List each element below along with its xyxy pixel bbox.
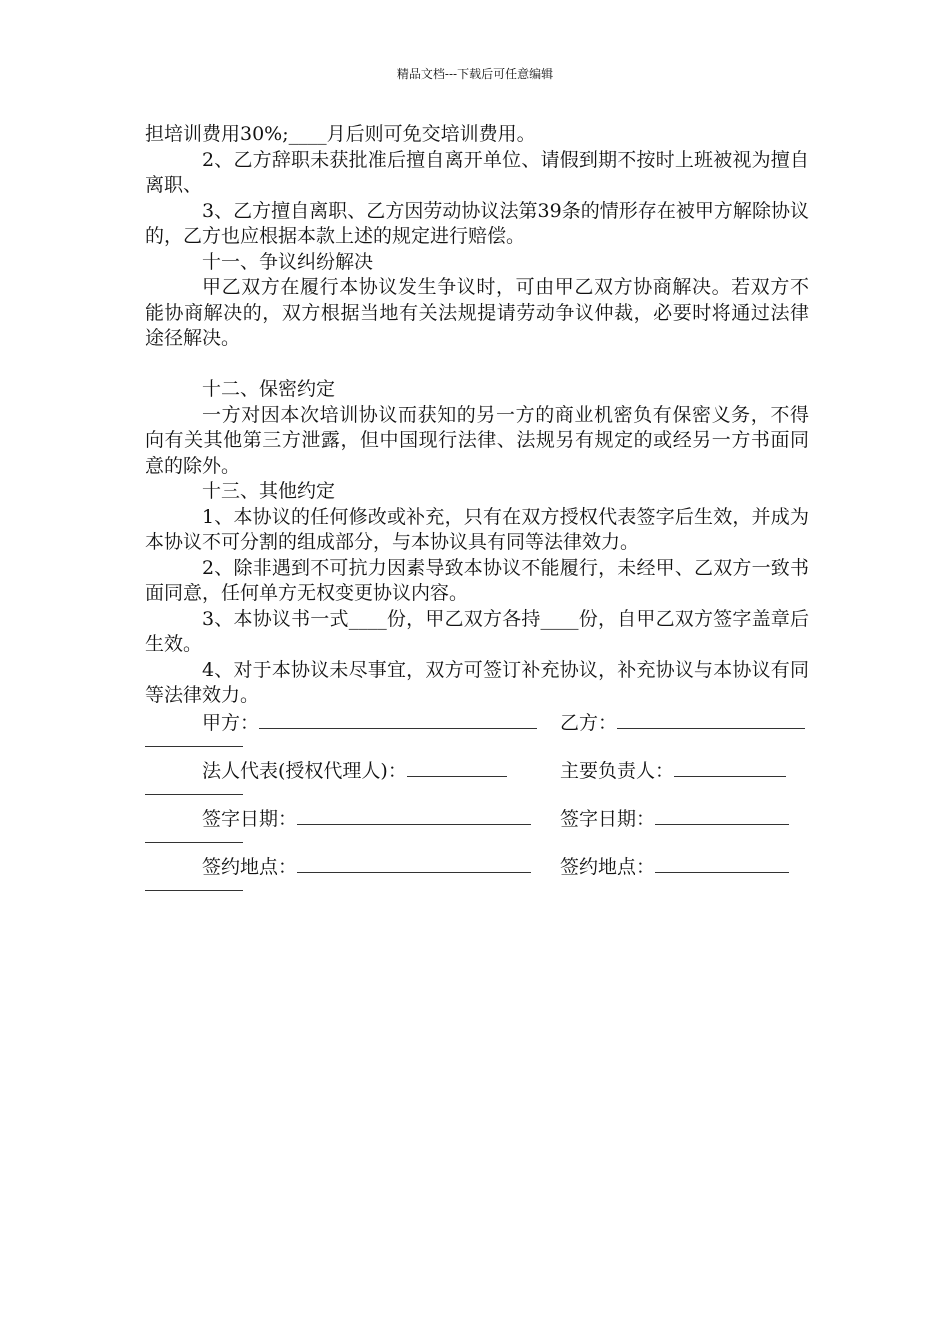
party-b-line-continued[interactable]	[145, 733, 243, 747]
blank-line	[145, 352, 809, 378]
section-heading-confidentiality: 十二、保密约定	[202, 378, 336, 400]
legal-rep-line[interactable]	[407, 757, 507, 777]
paragraph-resignation: 2、乙方辞职未获批准后擅自离开单位、请假到期不按时上班被视为擅自离职、	[145, 148, 809, 196]
sign-date-b-field	[560, 805, 789, 833]
paragraph-copies: 3、本协议书一式____份，甲乙双方各持____份，自甲乙双方签字盖章后生效。	[145, 607, 809, 655]
page-header: 精品文档---下载后可任意编辑	[396, 67, 554, 81]
sign-place-b-label: 签约地点：	[560, 855, 656, 878]
party-b-label: 乙方：	[560, 711, 618, 734]
sign-date-a-label: 签字日期：	[202, 807, 298, 830]
signature-row-dates	[145, 805, 809, 853]
sign-place-b-line-continued[interactable]	[145, 877, 243, 891]
section-heading-other: 十三、其他约定	[202, 480, 336, 502]
sign-place-b-line[interactable]	[655, 853, 789, 873]
signature-row-places	[145, 853, 809, 901]
principal-label: 主要负责人：	[560, 759, 675, 782]
principal-line-continued[interactable]	[145, 781, 243, 795]
sign-place-a-line[interactable]	[297, 853, 531, 873]
paragraph-compensation: 3、乙方擅自离职、乙方因劳动协议法第39条的情形存在被甲方解除协议的，乙方也应根据本款上述的规定进行赔偿。	[145, 199, 809, 247]
sign-place-b-field	[560, 853, 789, 881]
sign-date-a-field	[202, 805, 531, 833]
section-heading-dispute: 十一、争议纠纷解决	[202, 250, 374, 273]
paragraph-confidentiality: 一方对因本次培训协议而获知的另一方的商业机密负有保密义务，不得向有关其他第三方泄露，但中国现行法律、法规另有规定的或经另一方书面同意的除外。	[145, 403, 809, 477]
sign-date-a-line[interactable]	[297, 805, 531, 825]
party-a-label: 甲方：	[202, 711, 260, 734]
sign-date-b-label: 签字日期：	[560, 807, 656, 830]
paragraph-dispute: 甲乙双方在履行本协议发生争议时，可由甲乙双方协商解决。若双方不能协商解决的，双方根据当地有关法规提请劳动争议仲裁，必要时将通过法律途径解决。	[145, 276, 809, 349]
party-b-field	[560, 709, 805, 737]
signature-row-parties	[145, 709, 809, 757]
party-a-field	[202, 709, 537, 737]
legal-rep-field	[202, 757, 507, 785]
paragraph-supplement: 4、对于本协议未尽事宜，双方可签订补充协议，补充协议与本协议有同等法律效力。	[145, 658, 809, 706]
document-body	[145, 122, 809, 901]
principal-field	[560, 757, 786, 785]
party-b-line[interactable]	[617, 709, 805, 729]
sign-place-a-field	[202, 853, 531, 881]
paragraph-force-majeure: 2、除非遇到不可抗力因素导致本协议不能履行，未经甲、乙双方一致书面同意，任何单方无权变更协议内容。	[145, 556, 809, 604]
principal-line[interactable]	[674, 757, 786, 777]
sign-date-b-line-continued[interactable]	[145, 829, 243, 843]
sign-date-b-line[interactable]	[655, 805, 789, 825]
paragraph-training-fee: 担培训费用30%;____月后则可免交培训费用。	[145, 123, 536, 145]
signature-row-representatives	[145, 757, 809, 805]
paragraph-amendment: 1、本协议的任何修改或补充，只有在双方授权代表签字后生效，并成为本协议不可分割的组成部分，与本协议具有同等法律效力。	[145, 505, 809, 553]
legal-rep-label: 法人代表(授权代理人)：	[202, 759, 407, 782]
sign-place-a-label: 签约地点：	[202, 855, 298, 878]
party-a-line[interactable]	[259, 709, 537, 729]
